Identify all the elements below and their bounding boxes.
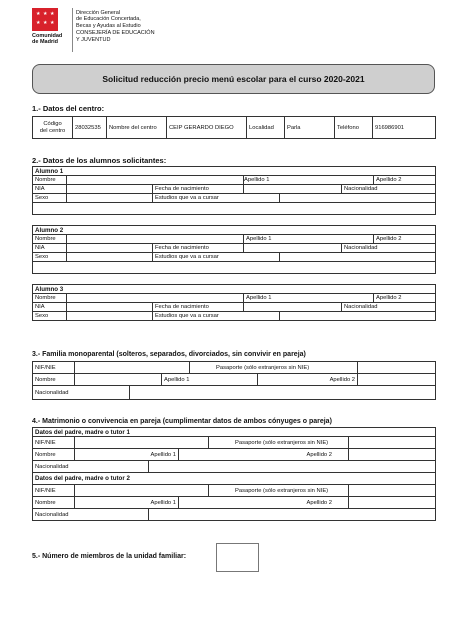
header-divider xyxy=(72,8,73,52)
nia-field[interactable] xyxy=(67,303,153,312)
surname2-label: Apellido 2 xyxy=(179,497,349,509)
header-department xyxy=(76,10,176,43)
surname2-label: Apellido 2 xyxy=(258,374,358,386)
student-3-table xyxy=(32,284,436,321)
passport-label: Pasaporte (sólo extranjeros sin NIE) xyxy=(190,362,358,374)
nationality-field[interactable] xyxy=(149,509,436,521)
name-label: Nombre xyxy=(33,294,67,303)
surname2-field[interactable] xyxy=(349,497,436,509)
surname2-label: Apellido 2 xyxy=(374,176,436,185)
school-code-label-2: del centro xyxy=(39,127,66,134)
studies-label: Estudios que va a cursar xyxy=(153,253,280,262)
nationality-label: Nacionalidad xyxy=(33,509,149,521)
nationality-label: Nacionalidad xyxy=(342,185,436,194)
nif-field[interactable] xyxy=(75,485,209,497)
section-4-title: 4.- Matrimonio o convivencia en pareja (cumplimentar datos de ambos cónyuges o pareja) xyxy=(32,418,332,425)
studies-field[interactable] xyxy=(280,194,436,203)
nia-label: NIA xyxy=(33,244,67,253)
student-2-heading: Alumno 2 xyxy=(33,226,436,235)
school-data-table xyxy=(32,116,436,139)
nationality-label: Nacionalidad xyxy=(342,303,436,312)
nia-label: NIA xyxy=(33,303,67,312)
nif-field[interactable] xyxy=(75,362,190,374)
surname1-label: Apellido 1 xyxy=(244,235,374,244)
birthdate-label: Fecha de nacimiento xyxy=(153,185,244,194)
sex-label: Sexo xyxy=(33,253,67,262)
couple-table xyxy=(32,427,436,521)
dept-line: Dirección General xyxy=(76,10,121,16)
nationality-label: Nacionalidad xyxy=(342,244,436,253)
tutor-2-heading: Datos del padre, madre o tutor 2 xyxy=(33,473,436,485)
name-field[interactable] xyxy=(75,374,162,386)
surname2-field[interactable] xyxy=(358,374,436,386)
nationality-field[interactable] xyxy=(130,386,436,400)
passport-label: Pasaporte (sólo extranjeros sin NIE) xyxy=(209,485,349,497)
page-title: Solicitud reducción precio menú escolar para el curso 2020-2021 xyxy=(32,64,435,94)
name-field[interactable] xyxy=(67,176,244,185)
nia-field[interactable] xyxy=(67,244,153,253)
star-icon: ★ xyxy=(36,11,41,17)
studies-label: Estudios que va a cursar xyxy=(153,312,280,321)
dept-line: de Educación Concertada, xyxy=(76,16,141,23)
star-icon: ★ xyxy=(50,11,55,17)
sex-label: Sexo xyxy=(33,312,67,321)
name-label: Nombre xyxy=(33,176,67,185)
passport-label: Pasaporte (sólo extranjeros sin NIE) xyxy=(209,437,349,449)
surname2-label: Apellido 2 xyxy=(179,449,349,461)
birthdate-field[interactable] xyxy=(244,244,342,253)
phone-label: Teléfono xyxy=(335,117,373,139)
surname2-label: Apellido 2 xyxy=(374,294,436,303)
name-label: Nombre xyxy=(33,235,67,244)
locality-label: Localidad xyxy=(247,117,285,139)
name-field[interactable] xyxy=(67,235,244,244)
studies-label: Estudios que va a cursar xyxy=(153,194,280,203)
surname1-label: Apellido 1 xyxy=(75,449,179,461)
ministry-line: CONSEJERÍA DE EDUCACIÓN xyxy=(76,30,155,37)
student-1-table xyxy=(32,166,436,215)
studies-field[interactable] xyxy=(280,253,436,262)
sex-field[interactable] xyxy=(67,253,153,262)
star-icon: ★ xyxy=(43,20,48,26)
section-3-title: 3.- Familia monoparental (solteros, separados, divorciados, sin convivir en pareja) xyxy=(32,351,306,358)
blank-row xyxy=(33,203,436,215)
tutor-1-heading: Datos del padre, madre o tutor 1 xyxy=(33,428,436,437)
nationality-label: Nacionalidad xyxy=(33,461,149,473)
name-label: Nombre xyxy=(33,497,75,509)
nia-field[interactable] xyxy=(67,185,153,194)
nationality-field[interactable] xyxy=(149,461,436,473)
nif-label: NIF/NIE xyxy=(33,362,75,374)
studies-field[interactable] xyxy=(280,312,436,321)
school-name-value[interactable]: CEIP GERARDO DIEGO xyxy=(167,117,247,139)
nif-field[interactable] xyxy=(75,437,209,449)
section-2-title: 2.- Datos de los alumnos solicitantes: xyxy=(32,156,167,165)
nia-label: NIA xyxy=(33,185,67,194)
sex-label: Sexo xyxy=(33,194,67,203)
nif-label: NIF/NIE xyxy=(33,437,75,449)
school-code-label-1: Código xyxy=(43,120,62,127)
sex-field[interactable] xyxy=(67,194,153,203)
name-label: Nombre xyxy=(33,449,75,461)
family-members-input[interactable] xyxy=(216,543,259,572)
school-code-label xyxy=(33,117,73,139)
dept-line: Becas y Ayudas al Estudio xyxy=(76,22,141,29)
section-1-title: 1.- Datos del centro: xyxy=(32,104,105,113)
student-2-table xyxy=(32,225,436,274)
ministry-line: Y JUVENTUD xyxy=(76,36,111,43)
birthdate-label: Fecha de nacimiento xyxy=(153,303,244,312)
locality-value[interactable]: Parla xyxy=(285,117,335,139)
school-name-label: Nombre del centro xyxy=(107,117,167,139)
passport-field[interactable] xyxy=(349,437,436,449)
passport-field[interactable] xyxy=(358,362,436,374)
star-icon: ★ xyxy=(36,20,41,26)
nif-label: NIF/NIE xyxy=(33,485,75,497)
single-parent-table xyxy=(32,361,436,400)
surname1-label: Apellido 1 xyxy=(162,374,258,386)
surname2-field[interactable] xyxy=(349,449,436,461)
birthdate-field[interactable] xyxy=(244,303,342,312)
logo-caption-1: Comunidad xyxy=(32,33,63,39)
name-label: Nombre xyxy=(33,374,75,386)
section-5-title: 5.- Número de miembros de la unidad familiar: xyxy=(32,553,187,560)
nationality-label: Nacionalidad xyxy=(33,386,130,400)
star-icon: ★ xyxy=(43,11,48,17)
logo-caption xyxy=(32,33,72,45)
birthdate-label: Fecha de nacimiento xyxy=(153,244,244,253)
surname1-label: Apellido 1 xyxy=(244,294,374,303)
surname1-label: Apellido 1 xyxy=(75,497,179,509)
student-1-heading: Alumno 1 xyxy=(33,167,436,176)
star-icon: ★ xyxy=(50,20,55,26)
sex-field[interactable] xyxy=(67,312,153,321)
name-field[interactable] xyxy=(67,294,244,303)
logo-caption-2: de Madrid xyxy=(32,39,58,45)
surname2-label: Apellido 2 xyxy=(374,235,436,244)
school-code-value[interactable]: 28032535 xyxy=(73,117,107,139)
blank-row xyxy=(33,262,436,274)
madrid-flag-logo xyxy=(32,8,58,31)
passport-field[interactable] xyxy=(349,485,436,497)
phone-value[interactable]: 916986901 xyxy=(373,117,436,139)
student-3-heading: Alumno 3 xyxy=(33,285,436,294)
birthdate-field[interactable] xyxy=(244,185,342,194)
surname1-label: Apellido 1 xyxy=(244,176,374,185)
